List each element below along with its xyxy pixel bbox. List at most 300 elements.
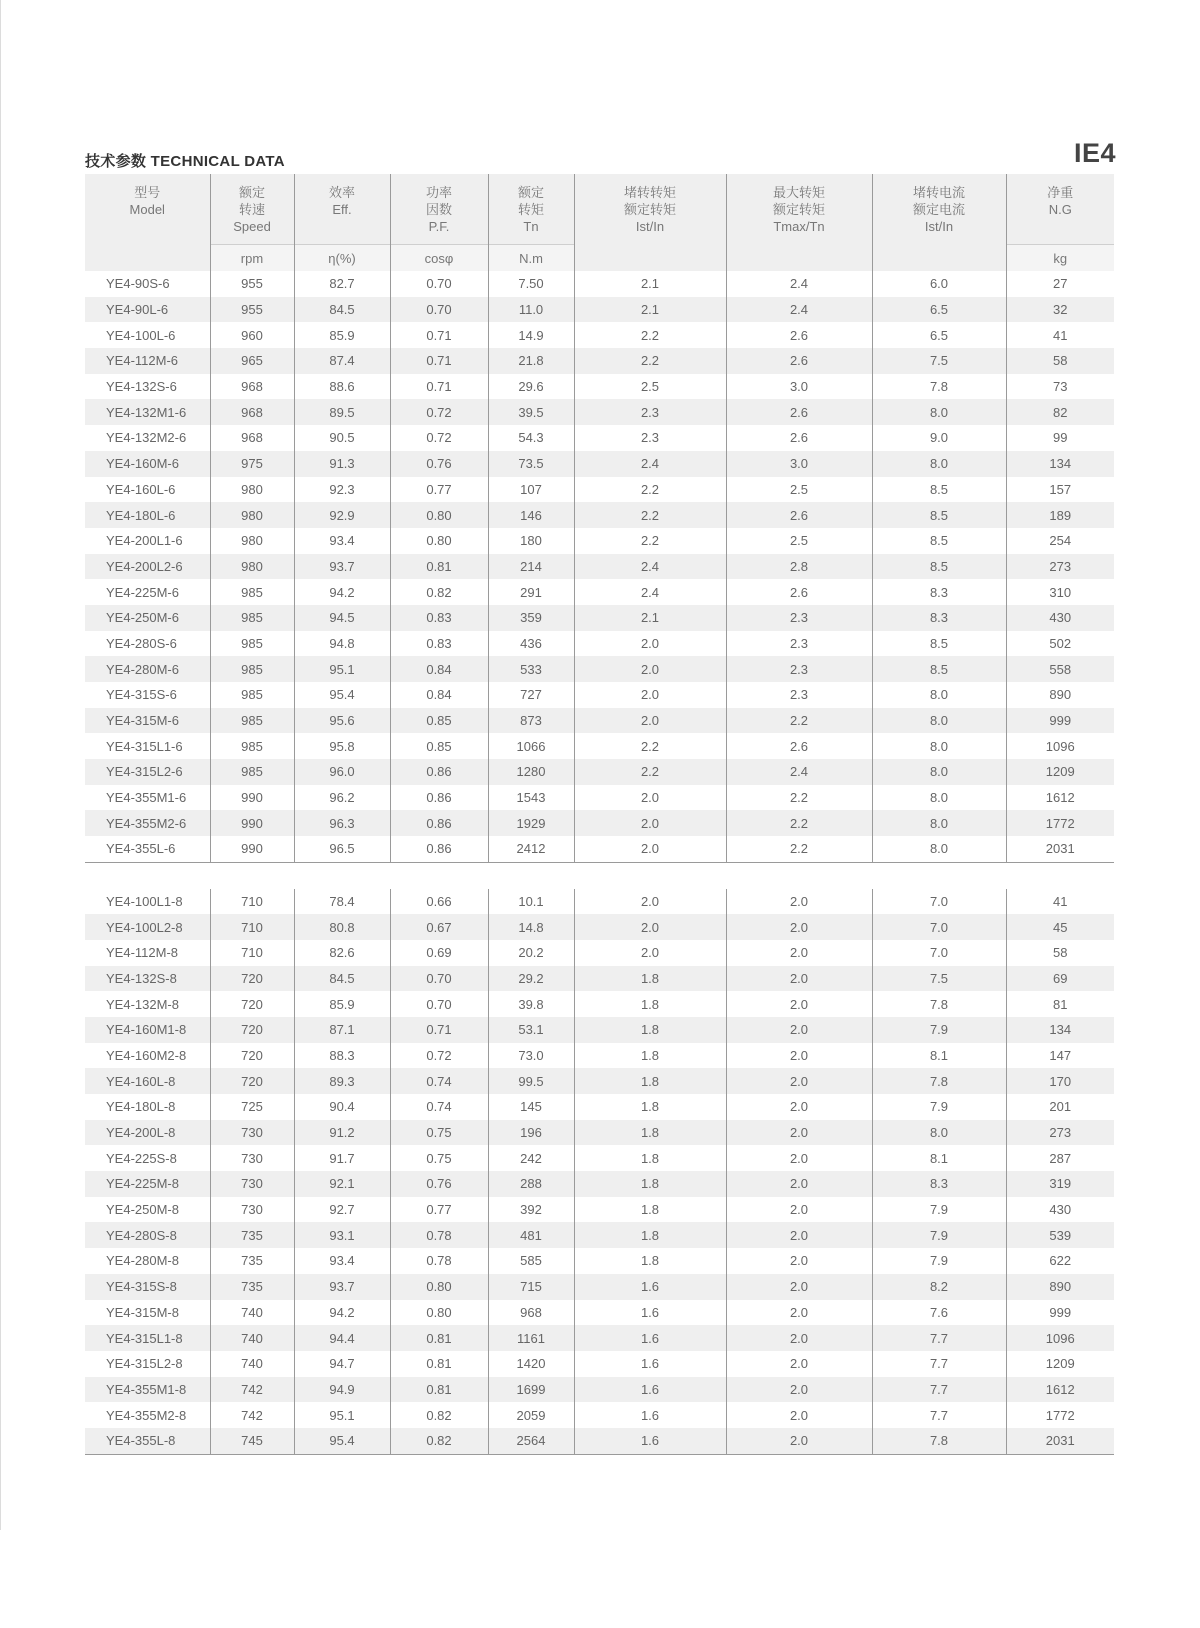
cell-eff: 80.8 xyxy=(294,914,390,940)
cell-pf: 0.72 xyxy=(390,425,488,451)
cell-torque: 392 xyxy=(488,1197,574,1223)
cell-speed: 735 xyxy=(210,1248,294,1274)
cell-lrc: 6.5 xyxy=(872,322,1006,348)
cell-weight: 999 xyxy=(1006,1300,1114,1326)
cell-eff: 84.5 xyxy=(294,966,390,992)
cell-pf: 0.74 xyxy=(390,1094,488,1120)
cell-lrc: 9.0 xyxy=(872,425,1006,451)
cell-lrt: 2.1 xyxy=(574,271,726,297)
table-body xyxy=(85,271,1114,1454)
table-row xyxy=(85,322,1114,348)
cell-eff: 92.3 xyxy=(294,477,390,503)
cell-pf: 0.78 xyxy=(390,1248,488,1274)
cell-pf: 0.80 xyxy=(390,528,488,554)
cell-mt: 2.0 xyxy=(726,1377,872,1403)
cell-torque: 54.3 xyxy=(488,425,574,451)
cell-lrt: 2.3 xyxy=(574,425,726,451)
cell-speed: 740 xyxy=(210,1351,294,1377)
cell-speed: 955 xyxy=(210,271,294,297)
cell-lrc: 7.0 xyxy=(872,889,1006,915)
cell-model: YE4-355L-6 xyxy=(85,836,210,862)
table-row xyxy=(85,1017,1114,1043)
cell-model: YE4-315L1-6 xyxy=(106,738,183,754)
header-eff-en: Eff. xyxy=(332,202,352,217)
cell-pf: 0.71 xyxy=(390,348,488,374)
cell-eff: 94.7 xyxy=(294,1351,390,1377)
header-model-en: Model xyxy=(129,202,165,217)
cell-model: YE4-132S-8 xyxy=(85,966,210,992)
table-row xyxy=(85,966,1114,992)
cell-mt: 2.0 xyxy=(726,1248,872,1274)
cell-weight: 170 xyxy=(1006,1068,1114,1094)
cell-torque: 21.8 xyxy=(488,348,574,374)
technical-data-table xyxy=(85,174,1114,1455)
cell-speed: 730 xyxy=(210,1171,294,1197)
table-row xyxy=(85,810,1114,836)
cell-lrc: 7.5 xyxy=(872,348,1006,374)
cell-lrc: 7.8 xyxy=(872,1068,1006,1094)
cell-speed: 985 xyxy=(210,605,294,631)
cell-eff: 95.4 xyxy=(294,682,390,708)
cell-lrc: 8.1 xyxy=(872,1043,1006,1069)
cell-eff: 94.4 xyxy=(294,1325,390,1351)
cell-pf: 0.85 xyxy=(390,733,488,759)
table-row xyxy=(85,451,1114,477)
cell-eff: 91.2 xyxy=(294,1120,390,1146)
cell-mt: 2.4 xyxy=(726,271,872,297)
cell-eff: 87.4 xyxy=(294,348,390,374)
cell-lrc: 8.0 xyxy=(872,785,1006,811)
cell-model: YE4-160L-6 xyxy=(106,481,176,497)
header-max-torque xyxy=(726,174,872,271)
cell-torque: 1699 xyxy=(488,1377,574,1403)
cell-weight: 1612 xyxy=(1006,785,1114,811)
table-row xyxy=(85,785,1114,811)
cell-speed: 720 xyxy=(210,1043,294,1069)
cell-speed: 742 xyxy=(210,1402,294,1428)
cell-model: YE4-315L1-8 xyxy=(85,1325,210,1351)
header-lrt-en: Ist/In xyxy=(635,219,665,234)
cell-weight: 319 xyxy=(1006,1171,1114,1197)
cell-weight: 254 xyxy=(1006,528,1114,554)
cell-lrt: 2.0 xyxy=(574,682,726,708)
header-torque-line2: 转矩 xyxy=(517,202,544,217)
cell-torque: 715 xyxy=(488,1274,574,1300)
header-eff-cn: 效率 xyxy=(328,185,355,200)
cell-weight: 273 xyxy=(1006,1120,1114,1146)
cell-pf: 0.86 xyxy=(390,810,488,836)
cell-torque: 214 xyxy=(488,554,574,580)
cell-lrc: 7.6 xyxy=(872,1300,1006,1326)
cell-speed: 730 xyxy=(210,1145,294,1171)
cell-lrt: 2.0 xyxy=(574,836,726,862)
cell-torque: 1161 xyxy=(488,1325,574,1351)
cell-lrt: 2.0 xyxy=(574,914,726,940)
cell-torque: 39.5 xyxy=(488,399,574,425)
header-pf xyxy=(390,174,488,245)
cell-lrc: 8.3 xyxy=(872,579,1006,605)
cell-pf: 0.83 xyxy=(390,605,488,631)
cell-weight: 41 xyxy=(1006,322,1114,348)
cell-model: YE4-90L-6 xyxy=(85,297,210,323)
cell-eff: 84.5 xyxy=(294,297,390,323)
cell-eff: 96.3 xyxy=(294,810,390,836)
cell-model: YE4-315L2-6 xyxy=(85,759,210,785)
cell-torque: 1543 xyxy=(488,785,574,811)
cell-eff: 91.3 xyxy=(294,451,390,477)
cell-torque: 291 xyxy=(488,579,574,605)
cell-mt: 2.8 xyxy=(726,554,872,580)
cell-eff: 89.3 xyxy=(294,1068,390,1094)
cell-lrt: 1.8 xyxy=(574,1094,726,1120)
cell-lrt: 2.2 xyxy=(574,502,726,528)
cell-lrc: 7.9 xyxy=(872,1197,1006,1223)
cell-mt: 2.0 xyxy=(726,1274,872,1300)
cell-torque: 968 xyxy=(488,1300,574,1326)
cell-lrc: 8.5 xyxy=(872,656,1006,682)
cell-model: YE4-355M2-8 xyxy=(106,1407,187,1423)
cell-weight: 1209 xyxy=(1006,759,1114,785)
cell-pf: 0.82 xyxy=(390,1428,488,1454)
cell-model: YE4-200L1-6 xyxy=(106,533,183,549)
cell-model: YE4-200L2-6 xyxy=(85,554,210,580)
cell-mt: 2.2 xyxy=(726,708,872,734)
cell-lrt: 2.0 xyxy=(574,785,726,811)
cell-model: YE4-112M-6 xyxy=(85,348,210,374)
cell-lrt: 1.6 xyxy=(574,1377,726,1403)
cell-lrc: 7.7 xyxy=(872,1402,1006,1428)
cell-pf: 0.81 xyxy=(390,1377,488,1403)
cell-model: YE4-160M-6 xyxy=(85,451,210,477)
cell-model: YE4-180L-6 xyxy=(85,502,210,528)
cell-torque: 2059 xyxy=(488,1402,574,1428)
header-speed-line1: 额定 xyxy=(238,185,265,200)
cell-pf: 0.80 xyxy=(390,1274,488,1300)
table-row xyxy=(85,579,1114,605)
cell-lrc: 7.8 xyxy=(872,991,1006,1017)
header-pf-line2: 因数 xyxy=(425,202,452,217)
cell-speed: 720 xyxy=(210,991,294,1017)
cell-lrt: 2.4 xyxy=(574,451,726,477)
cell-lrc: 8.3 xyxy=(872,1171,1006,1197)
cell-mt: 2.6 xyxy=(726,502,872,528)
table-header xyxy=(85,174,1114,271)
cell-torque: 11.0 xyxy=(488,297,574,323)
cell-weight: 310 xyxy=(1006,579,1114,605)
cell-model: YE4-315M-6 xyxy=(85,708,210,734)
cell-lrc: 8.0 xyxy=(872,1120,1006,1146)
cell-mt: 2.0 xyxy=(726,914,872,940)
header-mt-line1: 最大转矩 xyxy=(772,185,825,200)
cell-mt: 2.6 xyxy=(726,322,872,348)
cell-pf: 0.84 xyxy=(390,682,488,708)
cell-weight: 622 xyxy=(1006,1248,1114,1274)
table-row xyxy=(85,940,1114,966)
cell-mt: 2.0 xyxy=(726,1197,872,1223)
cell-torque: 39.8 xyxy=(488,991,574,1017)
cell-eff: 96.5 xyxy=(294,836,390,862)
cell-eff: 88.6 xyxy=(294,374,390,400)
cell-lrc: 7.8 xyxy=(872,374,1006,400)
cell-mt: 2.0 xyxy=(726,940,872,966)
cell-torque: 533 xyxy=(488,656,574,682)
cell-lrc: 7.9 xyxy=(872,1222,1006,1248)
cell-model: YE4-355M2-6 xyxy=(85,810,210,836)
cell-speed: 985 xyxy=(210,708,294,734)
cell-lrt: 2.0 xyxy=(574,708,726,734)
table-row xyxy=(85,914,1114,940)
cell-eff: 96.0 xyxy=(294,759,390,785)
cell-pf: 0.82 xyxy=(390,1402,488,1428)
header-mt-line2: 额定转矩 xyxy=(772,202,825,217)
table-row xyxy=(85,1222,1114,1248)
header-locked-rotor-torque xyxy=(574,174,726,271)
cell-weight: 134 xyxy=(1006,1017,1114,1043)
cell-lrt: 1.8 xyxy=(574,1120,726,1146)
cell-torque: 14.8 xyxy=(488,914,574,940)
cell-torque: 7.50 xyxy=(488,271,574,297)
header-model-cn: 型号 xyxy=(134,185,161,200)
cell-lrt: 1.8 xyxy=(574,1171,726,1197)
header-torque-line1: 额定 xyxy=(517,185,544,200)
cell-speed: 968 xyxy=(210,374,294,400)
unit-speed: rpm xyxy=(210,245,294,272)
unit-weight: kg xyxy=(1006,245,1114,272)
cell-pf: 0.76 xyxy=(390,1171,488,1197)
cell-mt: 2.0 xyxy=(726,1428,872,1454)
cell-torque: 585 xyxy=(488,1248,574,1274)
cell-lrt: 1.8 xyxy=(574,1017,726,1043)
cell-lrt: 2.3 xyxy=(574,399,726,425)
cell-torque: 2564 xyxy=(488,1428,574,1454)
cell-speed: 985 xyxy=(210,682,294,708)
cell-lrt: 2.2 xyxy=(574,322,726,348)
cell-pf: 0.71 xyxy=(390,374,488,400)
cell-weight: 1772 xyxy=(1006,1402,1114,1428)
cell-pf: 0.70 xyxy=(390,966,488,992)
table-row xyxy=(85,399,1114,425)
cell-model: YE4-315S-6 xyxy=(106,687,177,703)
cell-speed: 990 xyxy=(210,785,294,811)
header-lrc-line1: 堵转电流 xyxy=(912,185,965,200)
table-row xyxy=(85,502,1114,528)
cell-model: YE4-225M-8 xyxy=(85,1171,210,1197)
cell-lrc: 8.1 xyxy=(872,1145,1006,1171)
cell-lrc: 7.0 xyxy=(872,914,1006,940)
cell-speed: 740 xyxy=(210,1300,294,1326)
cell-mt: 2.3 xyxy=(726,631,872,657)
cell-eff: 78.4 xyxy=(294,889,390,915)
cell-eff: 94.8 xyxy=(294,631,390,657)
table-row xyxy=(85,1248,1114,1274)
cell-mt: 2.2 xyxy=(726,836,872,862)
cell-speed: 980 xyxy=(210,528,294,554)
cell-lrt: 2.2 xyxy=(574,348,726,374)
table-row xyxy=(85,1043,1114,1069)
header-speed-line2: 转速 xyxy=(238,202,265,217)
table-row xyxy=(85,374,1114,400)
cell-lrt: 2.4 xyxy=(574,554,726,580)
cell-weight: 99 xyxy=(1006,425,1114,451)
cell-speed: 730 xyxy=(210,1197,294,1223)
cell-lrt: 2.0 xyxy=(574,889,726,915)
cell-lrt: 2.0 xyxy=(574,940,726,966)
cell-mt: 3.0 xyxy=(726,374,872,400)
cell-lrt: 2.0 xyxy=(574,810,726,836)
cell-model: YE4-132M1-6 xyxy=(85,399,210,425)
table-row xyxy=(85,1120,1114,1146)
cell-weight: 189 xyxy=(1006,502,1114,528)
cell-lrc: 8.0 xyxy=(872,451,1006,477)
cell-speed: 725 xyxy=(210,1094,294,1120)
group-separator-cell xyxy=(85,862,1114,888)
cell-speed: 975 xyxy=(210,451,294,477)
cell-mt: 2.4 xyxy=(726,297,872,323)
cell-weight: 890 xyxy=(1006,682,1114,708)
cell-lrc: 8.5 xyxy=(872,554,1006,580)
table-row xyxy=(85,708,1114,734)
cell-model: YE4-100L2-8 xyxy=(85,914,210,940)
cell-eff: 94.2 xyxy=(294,1300,390,1326)
table-row xyxy=(85,1068,1114,1094)
cell-pf: 0.74 xyxy=(390,1068,488,1094)
cell-lrt: 2.2 xyxy=(574,477,726,503)
cell-weight: 890 xyxy=(1006,1274,1114,1300)
cell-speed: 990 xyxy=(210,810,294,836)
header-torque-en: Tn xyxy=(523,219,539,234)
cell-eff: 89.5 xyxy=(294,399,390,425)
cell-lrt: 2.0 xyxy=(574,656,726,682)
cell-speed: 710 xyxy=(210,940,294,966)
cell-torque: 1066 xyxy=(488,733,574,759)
cell-model: YE4-315L2-8 xyxy=(106,1356,183,1372)
cell-eff: 95.1 xyxy=(294,656,390,682)
cell-weight: 58 xyxy=(1006,348,1114,374)
cell-mt: 2.2 xyxy=(726,810,872,836)
cell-eff: 90.4 xyxy=(294,1094,390,1120)
cell-pf: 0.67 xyxy=(390,914,488,940)
cell-torque: 29.6 xyxy=(488,374,574,400)
cell-lrt: 1.8 xyxy=(574,1197,726,1223)
header-weight-en: N.G xyxy=(1048,202,1072,217)
cell-speed: 990 xyxy=(210,836,294,862)
cell-lrc: 7.7 xyxy=(872,1325,1006,1351)
cell-mt: 2.6 xyxy=(726,733,872,759)
cell-pf: 0.69 xyxy=(390,940,488,966)
cell-torque: 242 xyxy=(488,1145,574,1171)
cell-pf: 0.71 xyxy=(390,1017,488,1043)
cell-pf: 0.77 xyxy=(390,1197,488,1223)
header-weight-cn: 净重 xyxy=(1047,185,1074,200)
cell-pf: 0.81 xyxy=(390,1351,488,1377)
table-row xyxy=(85,1145,1114,1171)
cell-lrt: 1.6 xyxy=(574,1351,726,1377)
cell-eff: 92.7 xyxy=(294,1197,390,1223)
cell-eff: 95.1 xyxy=(294,1402,390,1428)
cell-model: YE4-160M1-8 xyxy=(85,1017,210,1043)
cell-eff: 94.9 xyxy=(294,1377,390,1403)
table-row xyxy=(85,1300,1114,1326)
cell-lrc: 8.0 xyxy=(872,708,1006,734)
cell-torque: 29.2 xyxy=(488,966,574,992)
cell-eff: 94.5 xyxy=(294,605,390,631)
cell-model: YE4-355M1-6 xyxy=(106,790,187,806)
cell-lrc: 7.7 xyxy=(872,1351,1006,1377)
cell-speed: 742 xyxy=(210,1377,294,1403)
cell-mt: 2.6 xyxy=(726,425,872,451)
cell-eff: 95.4 xyxy=(294,1428,390,1454)
cell-speed: 720 xyxy=(210,1068,294,1094)
table-row xyxy=(85,605,1114,631)
cell-weight: 1612 xyxy=(1006,1377,1114,1403)
cell-model: YE4-160L-8 xyxy=(85,1068,210,1094)
cell-speed: 720 xyxy=(210,966,294,992)
cell-lrt: 1.8 xyxy=(574,1068,726,1094)
cell-speed: 980 xyxy=(210,477,294,503)
cell-torque: 145 xyxy=(488,1094,574,1120)
cell-speed: 968 xyxy=(210,399,294,425)
table-row xyxy=(85,1325,1114,1351)
cell-mt: 2.0 xyxy=(726,1325,872,1351)
cell-pf: 0.66 xyxy=(390,889,488,915)
cell-lrt: 2.1 xyxy=(574,297,726,323)
cell-eff: 85.9 xyxy=(294,991,390,1017)
cell-lrt: 2.1 xyxy=(574,605,726,631)
table-row xyxy=(85,1402,1114,1428)
table-row xyxy=(85,991,1114,1017)
cell-mt: 2.5 xyxy=(726,528,872,554)
table-row xyxy=(85,528,1114,554)
cell-torque: 99.5 xyxy=(488,1068,574,1094)
cell-torque: 14.9 xyxy=(488,322,574,348)
cell-lrc: 8.2 xyxy=(872,1274,1006,1300)
cell-model: YE4-200L-8 xyxy=(85,1120,210,1146)
cell-torque: 1420 xyxy=(488,1351,574,1377)
cell-weight: 41 xyxy=(1006,889,1114,915)
cell-pf: 0.70 xyxy=(390,297,488,323)
table-row xyxy=(85,836,1114,862)
cell-model: YE4-280S-8 xyxy=(85,1222,210,1248)
cell-weight: 558 xyxy=(1006,656,1114,682)
cell-mt: 2.0 xyxy=(726,1017,872,1043)
cell-model: YE4-90S-6 xyxy=(106,276,170,292)
cell-eff: 96.2 xyxy=(294,785,390,811)
cell-model: YE4-225S-8 xyxy=(106,1150,177,1166)
table-row xyxy=(85,297,1114,323)
table-row xyxy=(85,759,1114,785)
cell-speed: 730 xyxy=(210,1120,294,1146)
cell-lrc: 8.0 xyxy=(872,810,1006,836)
cell-lrc: 6.5 xyxy=(872,297,1006,323)
cell-mt: 2.0 xyxy=(726,1402,872,1428)
cell-pf: 0.80 xyxy=(390,1300,488,1326)
cell-lrt: 2.0 xyxy=(574,631,726,657)
cell-model: YE4-180L-8 xyxy=(106,1099,176,1115)
header-lrc-line2: 额定电流 xyxy=(912,202,965,217)
cell-torque: 10.1 xyxy=(488,889,574,915)
cell-model: YE4-132M-8 xyxy=(106,996,179,1012)
cell-pf: 0.78 xyxy=(390,1222,488,1248)
header-speed-en: Speed xyxy=(233,219,271,234)
cell-pf: 0.71 xyxy=(390,322,488,348)
cell-eff: 95.6 xyxy=(294,708,390,734)
cell-weight: 273 xyxy=(1006,554,1114,580)
cell-weight: 201 xyxy=(1006,1094,1114,1120)
table-row xyxy=(85,1171,1114,1197)
cell-speed: 985 xyxy=(210,733,294,759)
cell-lrc: 8.0 xyxy=(872,733,1006,759)
cell-mt: 2.0 xyxy=(726,1300,872,1326)
